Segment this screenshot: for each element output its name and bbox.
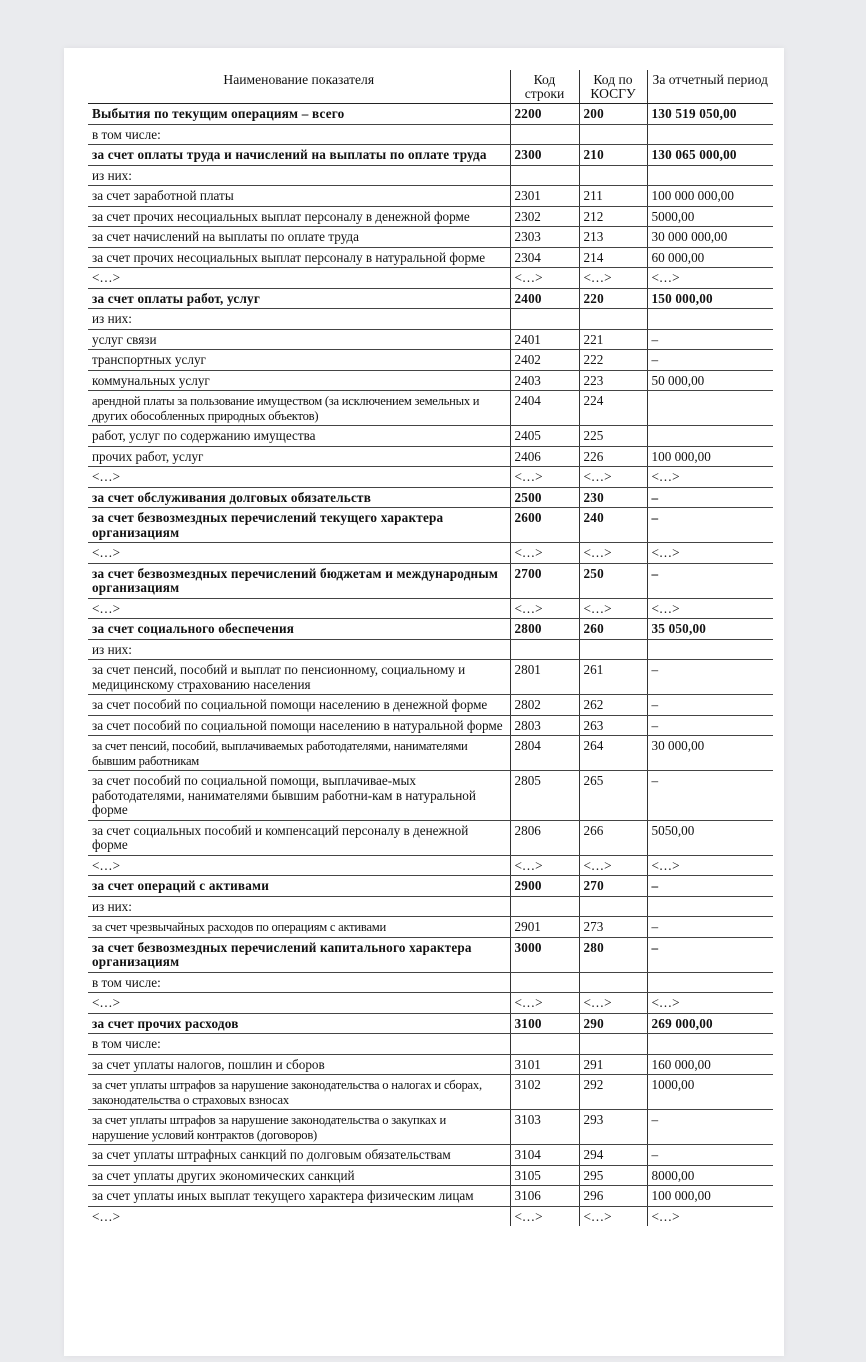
period-value-cell (647, 639, 773, 660)
period-value-cell (647, 1034, 773, 1055)
header-indicator-name: Наименование показателя (88, 70, 510, 104)
indicator-name-cell: <…> (88, 993, 510, 1014)
period-value-cell: – (647, 771, 773, 821)
indicator-name-cell: за счет пенсий, пособий, выплачиваемых работодателями, нанимателями бывшим работникам (88, 736, 510, 771)
kosgu-code-cell: 211 (579, 186, 647, 207)
table-row (88, 937, 773, 972)
kosgu-code-cell: 250 (579, 563, 647, 598)
indicator-name-cell: в том числе: (88, 1034, 510, 1055)
period-value-cell: 269 000,00 (647, 1013, 773, 1034)
table-row (88, 288, 773, 309)
line-code-cell (510, 124, 579, 145)
period-value-cell: 5000,00 (647, 206, 773, 227)
period-value-cell: – (647, 1110, 773, 1145)
table-row (88, 145, 773, 166)
period-value-cell: 130 065 000,00 (647, 145, 773, 166)
indicator-name-cell: в том числе: (88, 124, 510, 145)
indicator-name-cell: за счет оплаты работ, услуг (88, 288, 510, 309)
line-code-cell: 3101 (510, 1054, 579, 1075)
indicator-name-cell: из них: (88, 309, 510, 330)
table-row (88, 508, 773, 543)
table-row (88, 1165, 773, 1186)
line-code-cell: 2806 (510, 820, 579, 855)
line-code-cell: 2402 (510, 350, 579, 371)
indicator-name-cell: <…> (88, 598, 510, 619)
indicator-name-cell: за счет безвозмездных перечислений текущего характера организациям (88, 508, 510, 543)
kosgu-code-cell: 264 (579, 736, 647, 771)
table-row (88, 993, 773, 1014)
kosgu-code-cell: 226 (579, 446, 647, 467)
period-value-cell: – (647, 563, 773, 598)
line-code-cell: 2303 (510, 227, 579, 248)
indicator-name-cell: за счет уплаты штрафных санкций по долговым обязательствам (88, 1145, 510, 1166)
period-value-cell: 130 519 050,00 (647, 104, 773, 125)
table-row (88, 1013, 773, 1034)
kosgu-code-cell: 296 (579, 1186, 647, 1207)
kosgu-code-cell: 214 (579, 247, 647, 268)
period-value-cell: – (647, 487, 773, 508)
line-code-cell: <…> (510, 543, 579, 564)
indicator-name-cell: за счет прочих несоциальных выплат персоналу в денежной форме (88, 206, 510, 227)
period-value-cell: 100 000,00 (647, 446, 773, 467)
kosgu-code-cell: 290 (579, 1013, 647, 1034)
line-code-cell: 2802 (510, 695, 579, 716)
report-page (64, 48, 784, 1356)
period-value-cell (647, 391, 773, 426)
table-row (88, 736, 773, 771)
indicator-name-cell: за счет пособий по социальной помощи населению в денежной форме (88, 695, 510, 716)
table-row (88, 329, 773, 350)
indicator-name-cell: за счет пенсий, пособий и выплат по пенсионному, социальному и медицинскому страхованию населения (88, 660, 510, 695)
period-value-cell (647, 896, 773, 917)
line-code-cell (510, 165, 579, 186)
header-row (88, 70, 773, 104)
table-row (88, 165, 773, 186)
period-value-cell: 100 000 000,00 (647, 186, 773, 207)
period-value-cell (647, 124, 773, 145)
line-code-cell: <…> (510, 467, 579, 488)
line-code-cell: 2800 (510, 619, 579, 640)
table-row (88, 268, 773, 289)
line-code-cell: 2700 (510, 563, 579, 598)
period-value-cell: 100 000,00 (647, 1186, 773, 1207)
line-code-cell: 3106 (510, 1186, 579, 1207)
indicator-name-cell: Выбытия по текущим операциям – всего (88, 104, 510, 125)
table-row (88, 598, 773, 619)
table-row (88, 309, 773, 330)
period-value-cell: – (647, 1145, 773, 1166)
period-value-cell (647, 972, 773, 993)
header-line-code: Код строки (510, 70, 579, 104)
period-value-cell: – (647, 937, 773, 972)
table-row (88, 876, 773, 897)
indicator-name-cell: за счет прочих несоциальных выплат персоналу в натуральной форме (88, 247, 510, 268)
period-value-cell: <…> (647, 855, 773, 876)
kosgu-code-cell: 261 (579, 660, 647, 695)
line-code-cell: 2304 (510, 247, 579, 268)
line-code-cell: 2406 (510, 446, 579, 467)
line-code-cell: 3000 (510, 937, 579, 972)
line-code-cell: 2804 (510, 736, 579, 771)
period-value-cell: <…> (647, 467, 773, 488)
period-value-cell: – (647, 917, 773, 938)
period-value-cell: – (647, 695, 773, 716)
table-row (88, 972, 773, 993)
kosgu-code-cell: <…> (579, 855, 647, 876)
table-row (88, 426, 773, 447)
indicator-name-cell: за счет социального обеспечения (88, 619, 510, 640)
table-row (88, 247, 773, 268)
kosgu-code-cell: 223 (579, 370, 647, 391)
table-row (88, 206, 773, 227)
table-row (88, 391, 773, 426)
line-code-cell (510, 639, 579, 660)
indicator-name-cell: за счет безвозмездных перечислений капитального характера организациям (88, 937, 510, 972)
table-row (88, 487, 773, 508)
kosgu-code-cell: <…> (579, 598, 647, 619)
period-value-cell: <…> (647, 543, 773, 564)
table-header (88, 70, 773, 104)
line-code-cell (510, 1034, 579, 1055)
line-code-cell: 2403 (510, 370, 579, 391)
indicator-name-cell: <…> (88, 855, 510, 876)
indicator-name-cell: за счет пособий по социальной помощи, выплачивае-мых работодателями, нанимателями бывшим работни-кам в натуральной форме (88, 771, 510, 821)
table-row (88, 186, 773, 207)
table-row (88, 467, 773, 488)
indicator-name-cell: за счет уплаты других экономических санкций (88, 1165, 510, 1186)
indicator-name-cell: арендной платы за пользование имуществом (за исключением земельных и других обособленных природных объектов) (88, 391, 510, 426)
table-row (88, 820, 773, 855)
table-row (88, 543, 773, 564)
table-row (88, 1054, 773, 1075)
indicator-name-cell: за счет уплаты иных выплат текущего характера физическим лицам (88, 1186, 510, 1207)
line-code-cell: <…> (510, 855, 579, 876)
table-row (88, 855, 773, 876)
indicator-name-cell: за счет социальных пособий и компенсаций персоналу в денежной форме (88, 820, 510, 855)
indicator-name-cell: за счет чрезвычайных расходов по операциям с активами (88, 917, 510, 938)
period-value-cell: – (647, 508, 773, 543)
line-code-cell: 2803 (510, 715, 579, 736)
kosgu-code-cell: 295 (579, 1165, 647, 1186)
line-code-cell: 3103 (510, 1110, 579, 1145)
kosgu-code-cell: 221 (579, 329, 647, 350)
line-code-cell: <…> (510, 598, 579, 619)
kosgu-code-cell: 280 (579, 937, 647, 972)
kosgu-code-cell: 265 (579, 771, 647, 821)
table-row (88, 771, 773, 821)
kosgu-code-cell: 260 (579, 619, 647, 640)
table-row (88, 227, 773, 248)
kosgu-code-cell: 225 (579, 426, 647, 447)
line-code-cell: 2302 (510, 206, 579, 227)
line-code-cell: 3100 (510, 1013, 579, 1034)
kosgu-code-cell: 270 (579, 876, 647, 897)
kosgu-code-cell: <…> (579, 1206, 647, 1226)
indicator-name-cell: за счет безвозмездных перечислений бюджетам и международным организациям (88, 563, 510, 598)
indicator-name-cell: коммунальных услуг (88, 370, 510, 391)
table-row (88, 1034, 773, 1055)
line-code-cell: 2400 (510, 288, 579, 309)
indicator-name-cell: за счет уплаты налогов, пошлин и сборов (88, 1054, 510, 1075)
line-code-cell: 2901 (510, 917, 579, 938)
indicator-name-cell: прочих работ, услуг (88, 446, 510, 467)
table-row (88, 104, 773, 125)
kosgu-code-cell: 293 (579, 1110, 647, 1145)
table-row (88, 124, 773, 145)
indicator-name-cell: за счет уплаты штрафов за нарушение законодательства о налогах и сборах, законодательства о страховых взносах (88, 1075, 510, 1110)
table-row (88, 896, 773, 917)
table-row (88, 660, 773, 695)
indicator-name-cell: услуг связи (88, 329, 510, 350)
table-row (88, 619, 773, 640)
kosgu-code-cell: 230 (579, 487, 647, 508)
kosgu-code-cell: <…> (579, 268, 647, 289)
line-code-cell: 2200 (510, 104, 579, 125)
line-code-cell: 2405 (510, 426, 579, 447)
kosgu-code-cell: 213 (579, 227, 647, 248)
line-code-cell: 2300 (510, 145, 579, 166)
line-code-cell: 2404 (510, 391, 579, 426)
line-code-cell (510, 896, 579, 917)
table-body (88, 104, 773, 1227)
period-value-cell: – (647, 660, 773, 695)
kosgu-code-cell: 224 (579, 391, 647, 426)
kosgu-code-cell: 263 (579, 715, 647, 736)
kosgu-code-cell: 222 (579, 350, 647, 371)
kosgu-code-cell: <…> (579, 543, 647, 564)
period-value-cell: 30 000,00 (647, 736, 773, 771)
indicator-name-cell: за счет обслуживания долговых обязательств (88, 487, 510, 508)
line-code-cell (510, 972, 579, 993)
period-value-cell: 1000,00 (647, 1075, 773, 1110)
indicator-name-cell: за счет заработной платы (88, 186, 510, 207)
kosgu-code-cell: <…> (579, 993, 647, 1014)
table-row (88, 695, 773, 716)
line-code-cell: <…> (510, 993, 579, 1014)
period-value-cell: 60 000,00 (647, 247, 773, 268)
table-row (88, 563, 773, 598)
line-code-cell (510, 309, 579, 330)
indicator-name-cell: за счет начислений на выплаты по оплате труда (88, 227, 510, 248)
period-value-cell: – (647, 350, 773, 371)
table-row (88, 917, 773, 938)
indicator-name-cell: за счет прочих расходов (88, 1013, 510, 1034)
table-row (88, 1110, 773, 1145)
period-value-cell: 8000,00 (647, 1165, 773, 1186)
kosgu-code-cell (579, 972, 647, 993)
line-code-cell: 3104 (510, 1145, 579, 1166)
table-row (88, 350, 773, 371)
kosgu-code-cell: 273 (579, 917, 647, 938)
period-value-cell (647, 165, 773, 186)
kosgu-code-cell (579, 124, 647, 145)
kosgu-code-cell: 200 (579, 104, 647, 125)
period-value-cell: – (647, 715, 773, 736)
kosgu-code-cell (579, 165, 647, 186)
period-value-cell: 150 000,00 (647, 288, 773, 309)
line-code-cell: 2500 (510, 487, 579, 508)
period-value-cell: <…> (647, 598, 773, 619)
indicator-name-cell: из них: (88, 639, 510, 660)
indicator-name-cell: за счет оплаты труда и начислений на выплаты по оплате труда (88, 145, 510, 166)
period-value-cell: 30 000 000,00 (647, 227, 773, 248)
kosgu-code-cell: 292 (579, 1075, 647, 1110)
period-value-cell: 160 000,00 (647, 1054, 773, 1075)
period-value-cell: 5050,00 (647, 820, 773, 855)
indicator-name-cell: из них: (88, 165, 510, 186)
kosgu-code-cell: 294 (579, 1145, 647, 1166)
line-code-cell: <…> (510, 1206, 579, 1226)
kosgu-code-cell: 262 (579, 695, 647, 716)
line-code-cell: 2301 (510, 186, 579, 207)
indicator-name-cell: из них: (88, 896, 510, 917)
indicator-name-cell: за счет уплаты штрафов за нарушение законодательства о закупках и нарушение условий контрактов (договоров) (88, 1110, 510, 1145)
kosgu-code-cell (579, 309, 647, 330)
kosgu-code-cell (579, 896, 647, 917)
indicator-name-cell: <…> (88, 268, 510, 289)
line-code-cell: <…> (510, 268, 579, 289)
line-code-cell: 3102 (510, 1075, 579, 1110)
kosgu-code-cell: 291 (579, 1054, 647, 1075)
indicator-name-cell: <…> (88, 543, 510, 564)
indicator-name-cell: <…> (88, 467, 510, 488)
table-row (88, 715, 773, 736)
table-row (88, 1075, 773, 1110)
line-code-cell: 2805 (510, 771, 579, 821)
period-value-cell: 50 000,00 (647, 370, 773, 391)
report-table (88, 70, 773, 1226)
indicator-name-cell: работ, услуг по содержанию имущества (88, 426, 510, 447)
header-kosgu-code: Код по КОСГУ (579, 70, 647, 104)
indicator-name-cell: за счет операций с активами (88, 876, 510, 897)
period-value-cell: 35 050,00 (647, 619, 773, 640)
period-value-cell (647, 426, 773, 447)
period-value-cell: – (647, 329, 773, 350)
period-value-cell: <…> (647, 268, 773, 289)
table-row (88, 446, 773, 467)
kosgu-code-cell: 210 (579, 145, 647, 166)
line-code-cell: 2900 (510, 876, 579, 897)
kosgu-code-cell: 220 (579, 288, 647, 309)
kosgu-code-cell: 212 (579, 206, 647, 227)
kosgu-code-cell (579, 639, 647, 660)
line-code-cell: 2600 (510, 508, 579, 543)
indicator-name-cell: в том числе: (88, 972, 510, 993)
kosgu-code-cell: 266 (579, 820, 647, 855)
indicator-name-cell: за счет пособий по социальной помощи населению в натуральной форме (88, 715, 510, 736)
line-code-cell: 2401 (510, 329, 579, 350)
table-row (88, 370, 773, 391)
period-value-cell (647, 309, 773, 330)
indicator-name-cell: <…> (92, 1208, 121, 1224)
kosgu-code-cell: 240 (579, 508, 647, 543)
table-row (88, 639, 773, 660)
period-value-cell: <…> (647, 1206, 773, 1226)
kosgu-code-cell: <…> (579, 467, 647, 488)
header-reporting-period: За отчетный период (647, 70, 773, 104)
line-code-cell: 3105 (510, 1165, 579, 1186)
kosgu-code-cell (579, 1034, 647, 1055)
line-code-cell: 2801 (510, 660, 579, 695)
table-row (88, 1206, 773, 1226)
period-value-cell: <…> (647, 993, 773, 1014)
table-row (88, 1145, 773, 1166)
period-value-cell: – (647, 876, 773, 897)
table-row (88, 1186, 773, 1207)
indicator-name-cell: транспортных услуг (88, 350, 510, 371)
